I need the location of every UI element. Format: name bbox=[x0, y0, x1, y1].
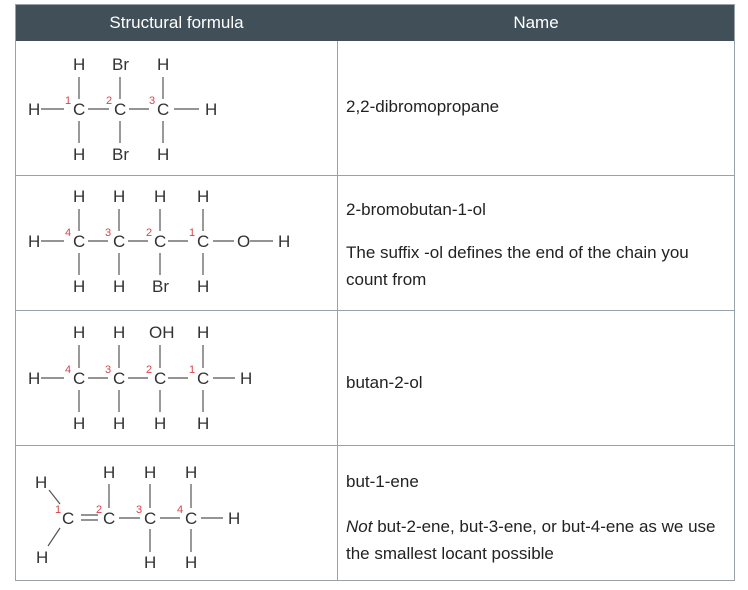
atom-h: H bbox=[73, 323, 86, 342]
note-emphasis: Not bbox=[346, 517, 373, 536]
atom-o: O bbox=[237, 232, 251, 251]
atom-c: C bbox=[113, 369, 126, 388]
atom-c: C bbox=[197, 369, 210, 388]
atom-c: C bbox=[154, 369, 167, 388]
locant: 1 bbox=[189, 227, 196, 239]
note-text: but-2-ene, but-3-ene, or but-4-ene as we use the smallest locant possible bbox=[346, 517, 716, 563]
locant: 2 bbox=[96, 504, 103, 516]
locant: 4 bbox=[177, 504, 184, 516]
header-structural-formula: Structural formula bbox=[109, 13, 244, 32]
atom-h: H bbox=[144, 553, 157, 572]
atom-h: H bbox=[28, 100, 41, 119]
atom-c: C bbox=[73, 100, 86, 119]
locant: 4 bbox=[65, 227, 72, 239]
atom-c: C bbox=[73, 232, 86, 251]
atom-h: H bbox=[28, 369, 41, 388]
atom-h: H bbox=[278, 232, 291, 251]
table-row bbox=[16, 176, 734, 310]
atom-h: H bbox=[154, 187, 167, 206]
atom-c: C bbox=[157, 100, 170, 119]
structural-formula-2-bromobutan-1-ol bbox=[16, 176, 337, 310]
atom-h: H bbox=[197, 323, 210, 342]
atom-c: C bbox=[114, 100, 127, 119]
atom-h: H bbox=[113, 187, 126, 206]
atom-h: H bbox=[185, 553, 198, 572]
atom-c: C bbox=[144, 509, 157, 528]
atom-c: C bbox=[185, 509, 198, 528]
atom-c: C bbox=[73, 369, 86, 388]
locant: 3 bbox=[105, 364, 112, 376]
locant: 3 bbox=[105, 227, 112, 239]
atom-h: H bbox=[28, 232, 41, 251]
atom-c: C bbox=[113, 232, 126, 251]
atom-h: H bbox=[197, 414, 210, 433]
atom-h: H bbox=[113, 277, 126, 296]
atom-h: H bbox=[157, 55, 170, 74]
structural-formula-butan-2-ol bbox=[16, 311, 337, 445]
locant: 1 bbox=[55, 504, 62, 516]
atom-h: H bbox=[36, 548, 49, 567]
atom-h: H bbox=[157, 145, 170, 164]
locant: 2 bbox=[146, 227, 153, 239]
locant: 2 bbox=[146, 364, 153, 376]
atom-h: H bbox=[205, 100, 218, 119]
atom-h: H bbox=[73, 187, 86, 206]
locant: 4 bbox=[65, 364, 72, 376]
structural-formula-but-1-ene bbox=[16, 446, 337, 580]
naming-table bbox=[15, 4, 735, 581]
atom-br: Br bbox=[112, 145, 129, 164]
atom-h: H bbox=[144, 463, 157, 482]
atom-h: H bbox=[197, 187, 210, 206]
compound-name: butan-2-ol bbox=[346, 373, 423, 392]
table-row bbox=[16, 311, 734, 445]
atom-br: Br bbox=[112, 55, 129, 74]
naming-note: The suffix -ol defines the end of the chain you count from bbox=[346, 243, 689, 289]
atom-h: H bbox=[73, 145, 86, 164]
header-name: Name bbox=[513, 13, 559, 32]
compound-name: 2,2-dibromopropane bbox=[346, 97, 500, 116]
atom-h: H bbox=[73, 55, 86, 74]
locant: 3 bbox=[149, 95, 156, 107]
locant: 1 bbox=[189, 364, 196, 376]
structural-formula-2-2-dibromopropane bbox=[16, 41, 337, 175]
atom-c: C bbox=[197, 232, 210, 251]
atom-h: H bbox=[113, 323, 126, 342]
naming-note bbox=[346, 513, 726, 567]
atom-h: H bbox=[197, 277, 210, 296]
locant: 2 bbox=[106, 95, 113, 107]
atom-c: C bbox=[154, 232, 167, 251]
atom-c: C bbox=[62, 509, 75, 528]
atom-h: H bbox=[154, 414, 167, 433]
locant: 3 bbox=[136, 504, 143, 516]
table-header bbox=[16, 5, 734, 41]
table-row bbox=[16, 41, 734, 175]
atom-h: H bbox=[228, 509, 241, 528]
atom-h: H bbox=[103, 463, 116, 482]
atom-br: Br bbox=[152, 277, 169, 296]
atom-h: H bbox=[185, 463, 198, 482]
atom-h: H bbox=[35, 473, 48, 492]
compound-name: but-1-ene bbox=[346, 472, 419, 491]
atom-h: H bbox=[73, 277, 86, 296]
table-row bbox=[16, 446, 734, 580]
atom-h: H bbox=[240, 369, 253, 388]
compound-name: 2-bromobutan-1-ol bbox=[346, 200, 486, 219]
atom-c: C bbox=[103, 509, 116, 528]
atom-h: H bbox=[73, 414, 86, 433]
locant: 1 bbox=[65, 95, 72, 107]
atom-oh: OH bbox=[149, 323, 175, 342]
atom-h: H bbox=[113, 414, 126, 433]
